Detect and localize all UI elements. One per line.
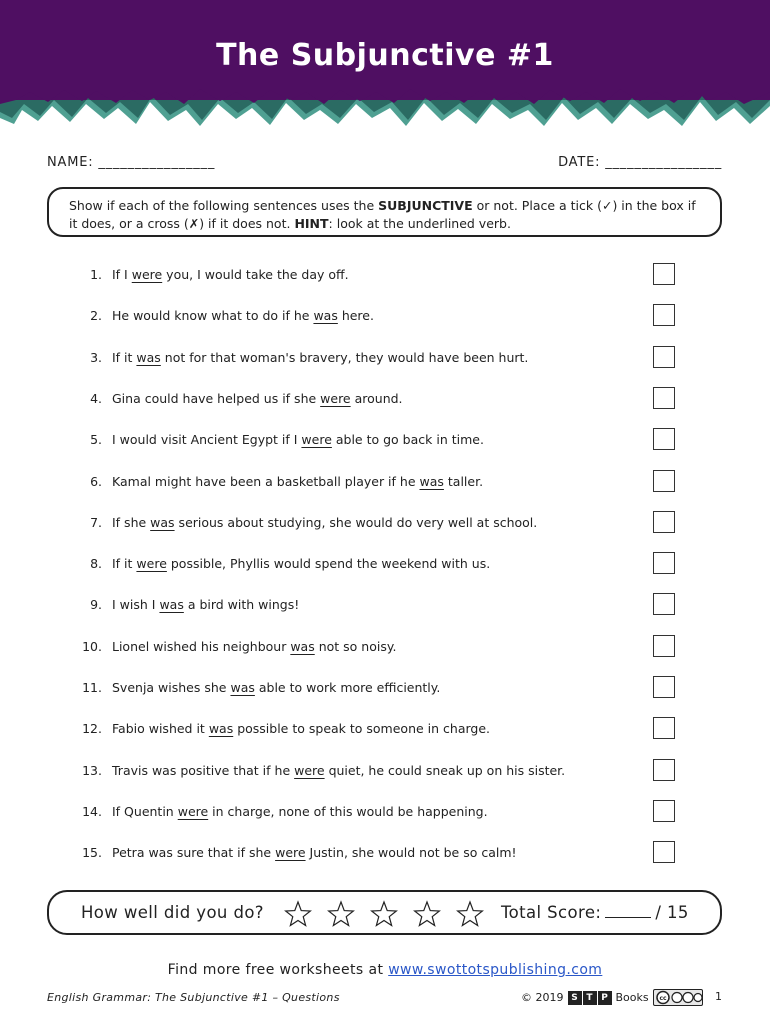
question-row (0, 262, 770, 288)
question-number: 10. (82, 638, 102, 654)
question-number: 14. (82, 803, 102, 819)
instructions-text-2: or not. Place a tick (✓) in the box if it does, or a cross (✗) if it does not. (69, 198, 696, 231)
answer-checkbox[interactable] (653, 635, 675, 657)
question-text (112, 386, 403, 412)
underlined-verb: was (136, 349, 161, 365)
creative-commons-icon (653, 989, 703, 1006)
total-score-blank[interactable] (605, 904, 651, 918)
question-number: 7. (90, 514, 102, 530)
question-text-after: possible, Phyllis would spend the weekend with us. (166, 556, 491, 572)
question-text-before: If Quentin (112, 803, 178, 819)
underlined-verb: were (136, 556, 167, 572)
question-number: 3. (90, 349, 102, 365)
find-more (0, 962, 770, 978)
question-text (112, 840, 517, 866)
question-text (112, 592, 299, 618)
question-text (112, 510, 537, 536)
question-text-before: Lionel wished his neighbour (112, 638, 291, 654)
answer-checkbox[interactable] (653, 841, 675, 863)
question-text-after: around. (350, 390, 403, 406)
question-number: 8. (90, 556, 102, 572)
underlined-verb: were (275, 845, 306, 861)
question-text (112, 551, 490, 577)
question-text-after: Justin, she would not be so calm! (305, 845, 517, 861)
underlined-verb: were (131, 267, 163, 282)
instructions-text-1: Show if each of the following sentences uses the (69, 198, 379, 213)
underlined-verb: were (320, 390, 351, 406)
question-row (0, 551, 770, 577)
question-number: 6. (90, 473, 102, 489)
instructions-text-3: : look at the underlined verb. (328, 216, 511, 231)
question-text (112, 675, 440, 701)
question-text-after: not for that woman's bravery, they would have been hurt. (160, 349, 529, 365)
total-score-label: Total Score: (501, 903, 602, 922)
question-row (0, 427, 770, 453)
question-text (112, 427, 484, 453)
question-text-before: I would visit Ancient Egypt if I (112, 432, 302, 448)
find-more-text: Find more free worksheets at (167, 962, 389, 978)
underlined-verb: was (290, 638, 315, 654)
website-link[interactable]: www.swottotspublishing.com (388, 962, 603, 978)
instructions-bold-hint: HINT (294, 216, 329, 231)
question-number: 12. (82, 721, 102, 737)
question-text-before: Travis was positive that if he (112, 762, 295, 778)
answer-checkbox[interactable] (653, 346, 675, 368)
answer-checkbox[interactable] (653, 304, 675, 326)
question-text-before: Gina could have helped us if she (112, 390, 321, 406)
books-text: Books (615, 991, 649, 1004)
underlined-verb: were (301, 432, 332, 448)
question-row (0, 592, 770, 618)
underlined-verb: was (159, 597, 184, 613)
underlined-verb: was (230, 680, 255, 695)
answer-checkbox[interactable] (653, 800, 675, 822)
question-text-before: If it (112, 556, 137, 572)
name-field[interactable]: NAME: ________________ (47, 155, 216, 170)
instructions-bold-subjunctive: SUBJUNCTIVE (378, 198, 473, 213)
question-text-after: not so noisy. (314, 638, 397, 654)
question-number: 4. (90, 390, 102, 406)
question-text-after: here. (337, 308, 374, 324)
page-title: The Subjunctive #1 (216, 38, 554, 73)
question-row (0, 675, 770, 701)
question-text-after: possible to speak to someone in charge. (233, 721, 490, 737)
star-icon[interactable] (283, 899, 313, 929)
stp-logo (568, 991, 612, 1005)
question-text (112, 799, 488, 825)
page-number: 1 (715, 990, 722, 1003)
question-text-after: able to work more efficiently. (254, 680, 441, 695)
question-text-before: Petra was sure that if she (112, 845, 276, 861)
question-text-after: a bird with wings! (183, 597, 300, 613)
answer-checkbox[interactable] (653, 387, 675, 409)
answer-checkbox[interactable] (653, 552, 675, 574)
question-text-before: If it (112, 349, 137, 365)
rating-stars (283, 899, 498, 929)
question-row (0, 716, 770, 742)
question-number: 11. (82, 680, 102, 695)
question-text (112, 758, 565, 784)
question-number: 9. (90, 597, 102, 613)
answer-checkbox[interactable] (653, 593, 675, 615)
underlined-verb: was (419, 473, 444, 489)
question-text-before: He would know what to do if he (112, 308, 314, 324)
star-icon[interactable] (412, 899, 442, 929)
question-text-after: in charge, none of this would be happening. (208, 803, 488, 819)
answer-checkbox[interactable] (653, 676, 675, 698)
question-number: 2. (90, 308, 102, 324)
question-text-before: Svenja wishes she (112, 680, 231, 695)
question-number: 15. (82, 845, 102, 861)
footer-caption: English Grammar: The Subjunctive #1 – Questions (47, 991, 340, 1004)
question-row (0, 469, 770, 495)
underlined-verb: was (150, 514, 175, 530)
svg-text:cc: cc (659, 995, 667, 1002)
footer-publisher (521, 989, 703, 1006)
question-text-before: If she (112, 514, 151, 530)
answer-checkbox[interactable] (653, 511, 675, 533)
question-text-after: you, I would take the day off. (162, 267, 349, 282)
answer-checkbox[interactable] (653, 428, 675, 450)
question-row (0, 345, 770, 371)
stp-letter-p: P (598, 991, 612, 1005)
question-row (0, 386, 770, 412)
answer-checkbox[interactable] (653, 717, 675, 739)
answer-checkbox[interactable] (653, 263, 675, 285)
question-row (0, 634, 770, 660)
question-text-before: Kamal might have been a basketball player if he (112, 473, 420, 489)
question-text-after: quiet, he could sneak up on his sister. (324, 762, 566, 778)
question-text (112, 303, 374, 329)
underlined-verb: were (177, 803, 209, 819)
stp-letter-t: T (583, 991, 597, 1005)
question-text (112, 469, 483, 495)
answer-checkbox[interactable] (653, 470, 675, 492)
question-row (0, 758, 770, 784)
question-number: 5. (90, 432, 102, 448)
star-icon[interactable] (455, 899, 485, 929)
question-row (0, 840, 770, 866)
underlined-verb: were (294, 762, 325, 778)
question-text-after: serious about studying, she would do very well at school. (174, 514, 538, 530)
total-score-suffix: / 15 (655, 903, 689, 922)
question-text-before: I wish I (112, 597, 160, 613)
question-row (0, 510, 770, 536)
date-field[interactable]: DATE: ________________ (558, 155, 722, 170)
question-text (112, 345, 528, 371)
question-text (112, 262, 349, 288)
score-label: How well did you do? (81, 903, 264, 922)
copyright-text: © 2019 (521, 991, 564, 1004)
question-text (112, 634, 396, 660)
header-banner (0, 0, 770, 135)
question-row (0, 799, 770, 825)
underlined-verb: was (313, 308, 338, 324)
question-text-after: taller. (443, 473, 484, 489)
answer-checkbox[interactable] (653, 759, 675, 781)
question-number: 13. (82, 762, 102, 778)
star-icon[interactable] (369, 899, 399, 929)
underlined-verb: was (208, 721, 234, 737)
question-text (112, 716, 490, 742)
question-row (0, 303, 770, 329)
total-score (501, 903, 689, 922)
score-box (47, 890, 722, 935)
stp-letter-s: S (568, 991, 582, 1005)
question-number: 1. (90, 267, 102, 282)
instructions-box (47, 187, 722, 237)
star-icon[interactable] (326, 899, 356, 929)
question-text-before: If I (112, 267, 132, 282)
question-text-before: Fabio wished it (112, 721, 209, 737)
question-text-after: able to go back in time. (331, 432, 484, 448)
